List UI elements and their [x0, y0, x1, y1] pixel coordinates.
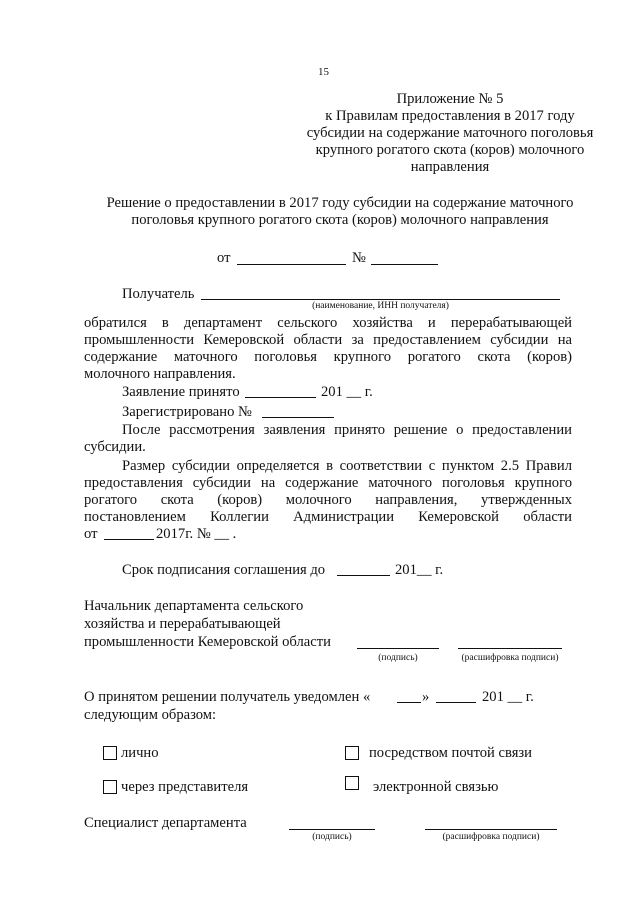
appendix-line: к Правилам предоставления в 2017 году — [325, 108, 575, 124]
recipient-field[interactable] — [201, 299, 560, 300]
deadline-label: Срок подписания соглашения до — [122, 562, 326, 578]
applied-text: промышленности Кемеровской области за предоставлением субсидии на — [84, 332, 572, 348]
recipient-label: Получатель — [122, 286, 195, 302]
appendix-title: Приложение № 5 — [396, 91, 504, 107]
option-electronic-label: электронной связью — [373, 779, 499, 795]
option-representative-label: через представителя — [121, 779, 249, 795]
decision-text: После рассмотрения заявления принято решение о предоставлении — [122, 422, 572, 438]
number-label: № — [352, 250, 366, 266]
specialist-signature-field[interactable] — [289, 829, 375, 830]
decision-text: субсидии. — [84, 439, 146, 455]
head-title: промышленности Кемеровской области — [84, 634, 331, 650]
recipient-hint: (наименование, ИНН получателя) — [312, 301, 449, 311]
accepted-date-field[interactable] — [245, 397, 316, 398]
checkbox-post[interactable] — [345, 746, 359, 760]
appendix-line: субсидии на содержание маточного поголовья — [306, 125, 594, 141]
appendix-line: крупного рогатого скота (коров) молочного — [315, 142, 585, 158]
document-title-line2: поголовья крупного рогатого скота (коров) молочного направления — [131, 212, 549, 228]
document-title: Решение о предоставлении в 2017 году субсидии на содержание маточного — [106, 195, 574, 211]
notify-day-field[interactable] — [397, 702, 421, 703]
head-title: хозяйства и перерабатывающей — [84, 616, 281, 632]
checkbox-personal[interactable] — [103, 746, 117, 760]
head-signature-field[interactable] — [357, 648, 439, 649]
head-decode-hint: (расшифровка подписи) — [461, 653, 559, 663]
registered-number-field[interactable] — [262, 417, 334, 418]
appendix-line: направления — [410, 159, 490, 175]
number-field[interactable] — [371, 264, 438, 265]
option-personal-label: лично — [121, 745, 159, 761]
checkbox-representative[interactable] — [103, 780, 117, 794]
notify-quote-close: » — [422, 689, 430, 705]
notify-year: 201 __ г. — [482, 689, 534, 705]
page-number: 15 — [318, 66, 329, 78]
amount-text: постановлением Коллегии Администрации Кемеровской области — [84, 509, 572, 525]
head-title: Начальник департамента сельского — [84, 598, 304, 614]
amount-text: рогатого скота (коров) молочного направления, утвержденных — [84, 492, 572, 508]
head-decode-field[interactable] — [458, 648, 562, 649]
head-sign-hint: (подпись) — [378, 653, 418, 663]
amount-text: Размер субсидии определяется в соответствии с пунктом 2.5 Правил — [122, 458, 572, 474]
resolution-date-field[interactable] — [104, 539, 154, 540]
amount-text: предоставления субсидии на содержание маточного поголовья крупного — [84, 475, 572, 491]
applied-text: содержание маточного поголовья крупного рогатого скота (коров) — [84, 349, 572, 365]
notify-text: О принятом решении получатель уведомлен « — [84, 689, 371, 705]
notify-month-field[interactable] — [436, 702, 476, 703]
accepted-label: Заявление принято — [122, 384, 240, 400]
registered-label: Зарегистрировано № — [122, 404, 252, 420]
specialist-decode-hint: (расшифровка подписи) — [442, 832, 540, 842]
specialist-decode-field[interactable] — [425, 829, 557, 830]
accepted-year: 201 __ г. — [321, 384, 373, 400]
date-field[interactable] — [237, 264, 346, 265]
notify-method-text: следующим образом: — [84, 707, 217, 723]
checkbox-electronic[interactable] — [345, 776, 359, 790]
specialist-label: Специалист департамента — [84, 815, 247, 831]
applied-text: молочного направления. — [84, 366, 236, 382]
deadline-date-field[interactable] — [337, 575, 390, 576]
from-label: от — [217, 250, 231, 266]
amount-resolution-suffix: 2017г. № __ . — [156, 526, 237, 542]
specialist-sign-hint: (подпись) — [312, 832, 352, 842]
applied-text: обратился в департамент сельского хозяйства и перерабатывающей — [84, 315, 572, 331]
amount-from-label: от — [84, 526, 98, 542]
option-post-label: посредством почтой связи — [369, 745, 532, 761]
deadline-year: 201__ г. — [395, 562, 444, 578]
